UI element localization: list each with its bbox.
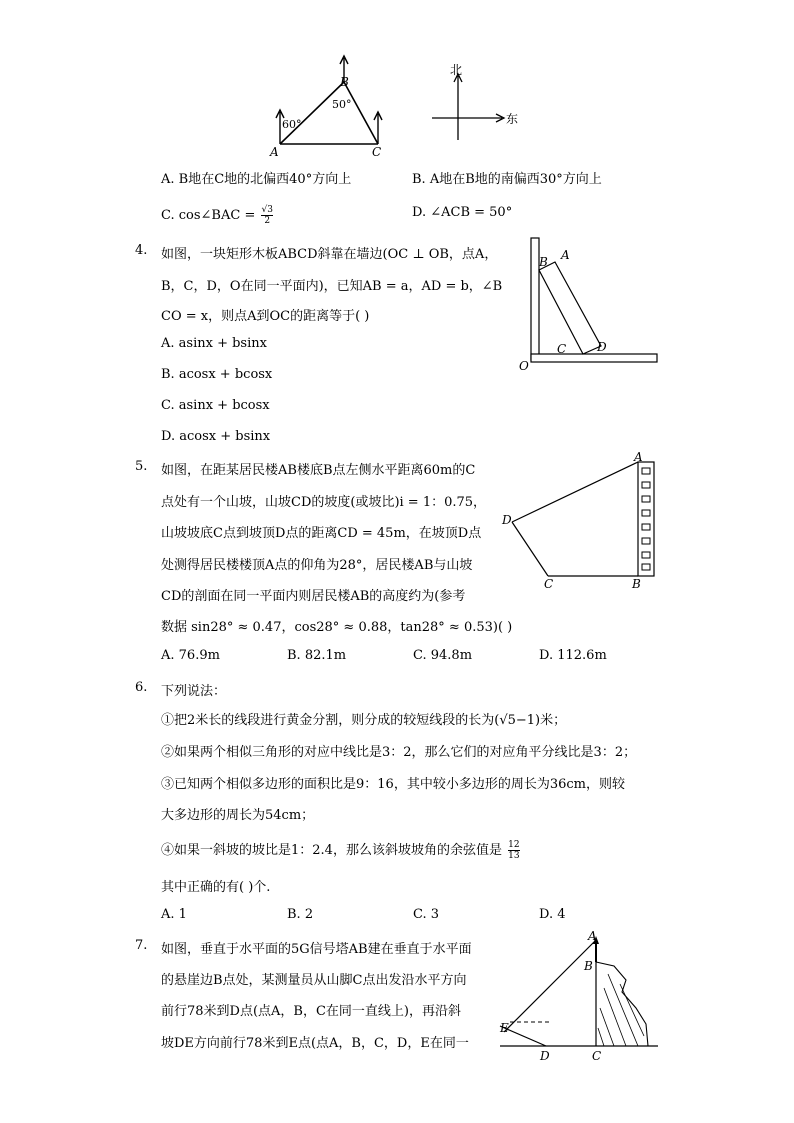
q5-option-a: A. 76.9m [161, 648, 220, 663]
q6-line-6 [161, 839, 520, 861]
q4-line-2: B，C，D，O在同一平面内)，已知AB = a，AD = b，∠B [161, 279, 503, 294]
q6-fraction [508, 840, 519, 861]
q6-option-d: D. 4 [539, 907, 566, 922]
q7-label-D: D [540, 1049, 550, 1063]
q5-line-2: 点处有一个山坡，山坡CD的坡度(或坡比)i = 1：0.75， [161, 495, 487, 510]
q3-option-c-text: C. cos∠BAC = [161, 208, 256, 223]
q6-option-c: C. 3 [413, 907, 440, 922]
q7-line-3: 前行78米到D点(点A，B，C在同一直线上)，再沿斜 [161, 1004, 461, 1019]
label-B: B [340, 75, 349, 89]
q4-label-C: C [557, 342, 567, 356]
q6-line-4: ③已知两个相似多边形的面积比是9：16，其中较小多边形的周长为36cm，则较 [161, 777, 625, 792]
q3-option-d: D. ∠ACB = 50° [412, 205, 513, 220]
q5-figure [498, 450, 663, 595]
q3-frac-num: √3 [261, 205, 273, 215]
label-A: A [270, 145, 279, 159]
triangle-direction-figure [262, 52, 392, 160]
q7-label-B: B [584, 959, 593, 973]
q4-label-D: D [597, 340, 607, 354]
q7-label-C: C [592, 1049, 602, 1063]
q5-line-3: 山坡坡底C点到坡顶D点的距离CD = 45m，在坡顶D点 [161, 526, 482, 541]
q4-option-d: D. acosx + bsinx [161, 429, 271, 444]
q5-label-A: A [634, 450, 643, 464]
q5-option-b: B. 82.1m [287, 648, 347, 663]
q5-number: 5. [135, 459, 148, 474]
q4-figure [515, 232, 663, 374]
q5-line-1: 如图，在距某居民楼AB楼底B点左侧水平距离60m的C [161, 463, 476, 478]
angle-B-label: 50° [332, 98, 352, 111]
q5-line-5: CD的剖面在同一平面内则居民楼AB的高度约为(参考 [161, 589, 466, 604]
q7-line-4: 坡DE方向前行78米到E点(点A，B，C，D，E在同一 [161, 1036, 469, 1051]
q6-option-a: A. 1 [161, 907, 187, 922]
q3-option-b: B. A地在B地的南偏西30°方向上 [412, 172, 602, 187]
label-C: C [372, 145, 382, 159]
east-label: 东 [506, 112, 519, 126]
q5-line-4: 处测得居民楼楼顶A点的仰角为28°，居民楼AB与山坡 [161, 558, 473, 573]
q4-number: 4. [135, 243, 148, 258]
north-label: 北 [450, 63, 463, 77]
q6-line-7: 其中正确的有( )个. [161, 880, 271, 895]
q6-frac-num: 12 [508, 840, 520, 850]
q6-line-2: ①把2米长的线段进行黄金分割，则分成的较短线段的长为(√5−1)米； [161, 713, 567, 728]
q4-label-O: O [519, 359, 529, 373]
q4-option-c: C. asinx + bcosx [161, 398, 270, 413]
q5-label-D: D [502, 513, 512, 527]
q6-number: 6. [135, 680, 148, 695]
q5-label-B: B [632, 577, 641, 591]
q4-option-a: A. asinx + bsinx [161, 336, 267, 351]
q4-label-A: A [561, 248, 570, 262]
q7-label-E: E [500, 1021, 509, 1035]
q3-option-a: A. B地在C地的北偏西40°方向上 [161, 172, 352, 187]
q7-label-A: A [588, 929, 597, 943]
q7-line-1: 如图，垂直于水平面的5G信号塔AB建在垂直于水平面 [161, 942, 472, 957]
q6-line-1: 下列说法： [161, 684, 227, 699]
q4-option-b: B. acosx + bcosx [161, 367, 273, 382]
q5-option-c: C. 94.8m [413, 648, 473, 663]
q4-label-B: B [539, 255, 548, 269]
q7-number: 7. [135, 938, 148, 953]
q6-line-6-text: ④如果一斜坡的坡比是1：2.4，那么该斜坡坡角的余弦值是 [161, 843, 502, 858]
q5-label-C: C [544, 577, 554, 591]
q3-frac-den: 2 [264, 216, 271, 226]
angle-A-label: 60° [282, 118, 302, 131]
q6-line-3: ②如果两个相似三角形的对应中线比是3：2，那么它们的对应角平分线比是3：2； [161, 745, 637, 760]
q6-line-5: 大多边形的周长为54cm； [161, 808, 315, 823]
q4-line-3: CO = x，则点A到OC的距离等于( ) [161, 309, 370, 324]
q3-fraction [261, 205, 272, 226]
q7-figure [496, 928, 664, 1068]
q6-frac-den: 13 [508, 851, 520, 861]
q7-line-2: 的悬崖边B点处，某测量员从山脚C点出发沿水平方向 [161, 973, 467, 988]
q3-option-c [161, 205, 273, 226]
q5-line-6: 数据 sin28° ≈ 0.47，cos28° ≈ 0.88，tan28° ≈ 0.53)( ) [161, 620, 513, 635]
q6-option-b: B. 2 [287, 907, 314, 922]
q5-option-d: D. 112.6m [539, 648, 607, 663]
q4-line-1: 如图，一块矩形木板ABCD斜靠在墙边(OC ⊥ OB，点A， [161, 247, 498, 262]
compass-figure [428, 62, 528, 142]
